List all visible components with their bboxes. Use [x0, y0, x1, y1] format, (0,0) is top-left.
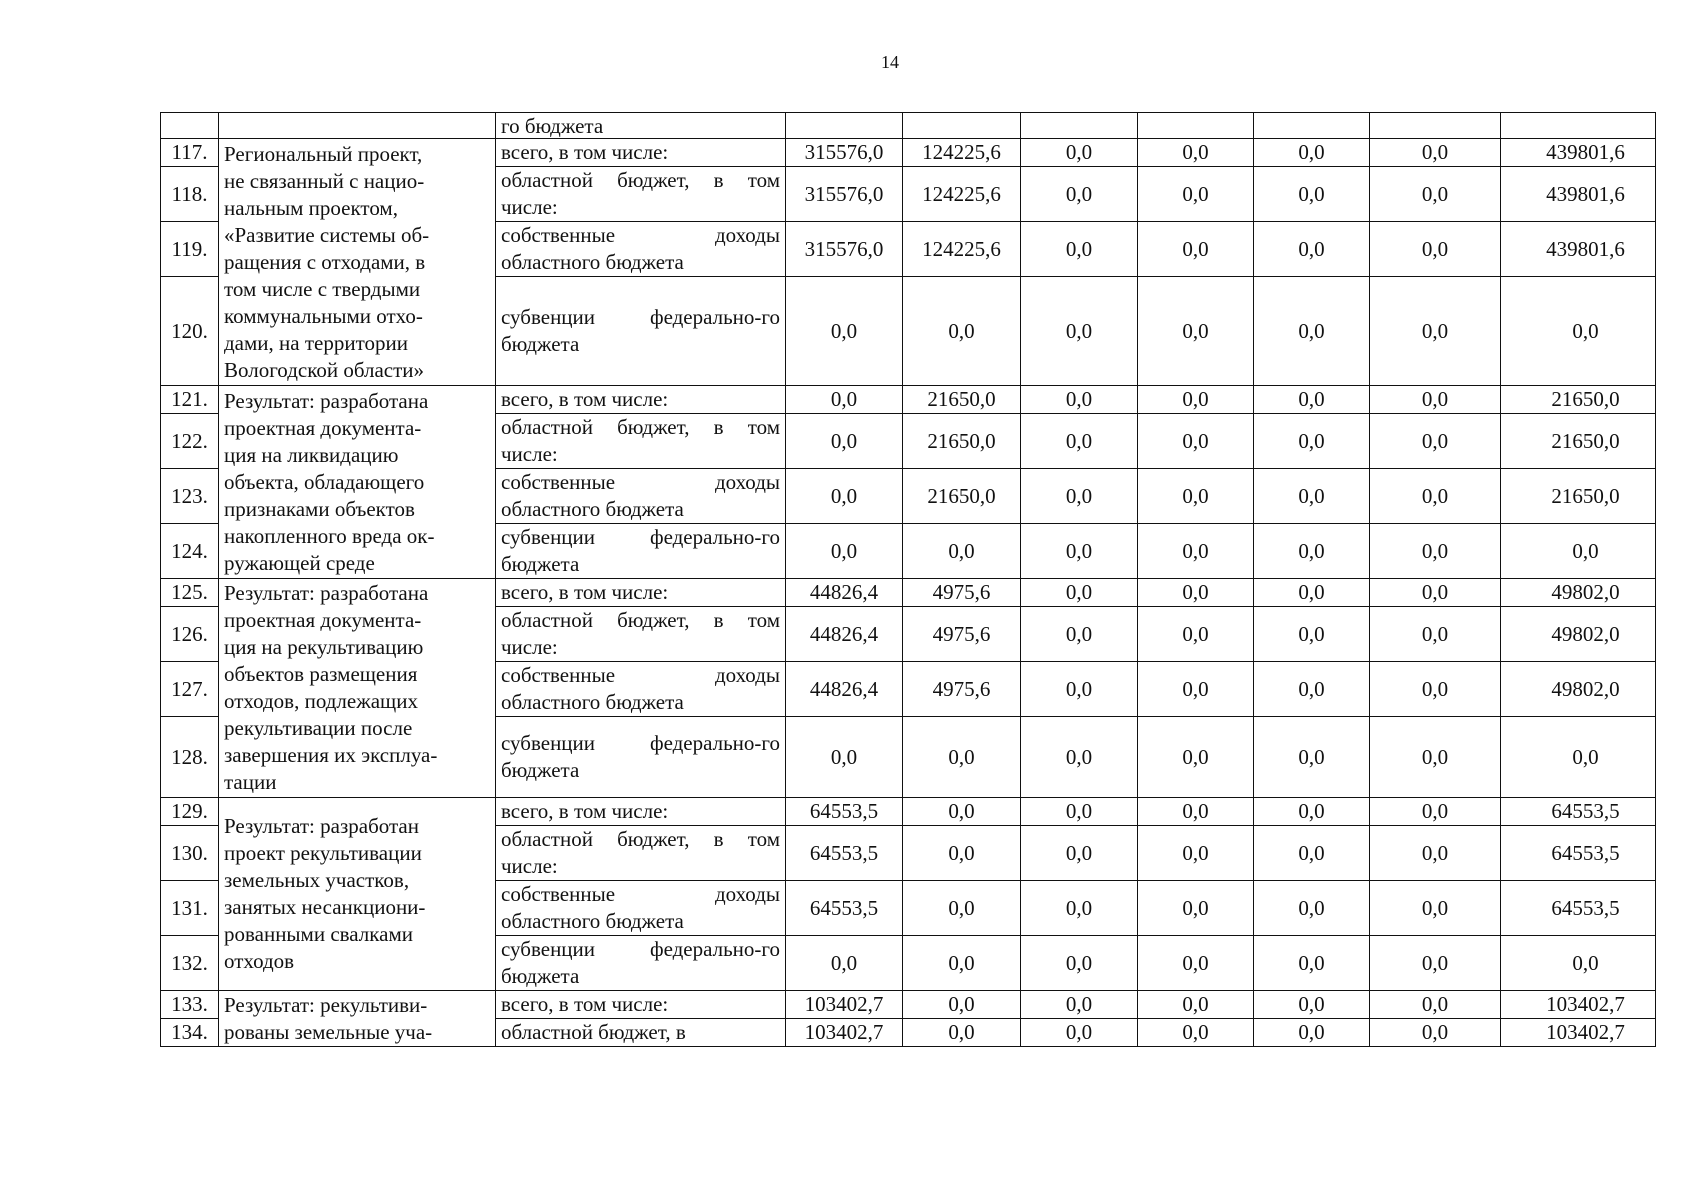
funding-source-cell: всего, в том числе: [496, 139, 786, 167]
value-cell: 0,0 [786, 717, 903, 798]
row-number-cell: 125. [161, 579, 219, 607]
value-cell: 0,0 [1254, 167, 1370, 222]
value-cell: 0,0 [1021, 277, 1138, 386]
value-cell: 103402,7 [786, 991, 903, 1019]
value-cell: 0,0 [1021, 662, 1138, 717]
value-cell: 0,0 [1370, 798, 1501, 826]
value-cell: 0,0 [903, 881, 1021, 936]
row-number-cell: 132. [161, 936, 219, 991]
value-cell: 0,0 [1021, 798, 1138, 826]
funding-source-cell: собственные доходы областного бюджета [496, 662, 786, 717]
value-cell: 0,0 [1254, 607, 1370, 662]
activity-name-line: ращения с отходами, в [224, 249, 426, 274]
value-cell: 0,0 [1138, 881, 1254, 936]
value-cell: 0,0 [1254, 139, 1370, 167]
page-number: 14 [881, 52, 899, 72]
value-cell: 0,0 [1138, 222, 1254, 277]
activity-name-line: ция на рекультивацию [224, 635, 424, 659]
value-cell [1021, 113, 1138, 139]
value-cell: 64553,5 [786, 881, 903, 936]
value-cell: 0,0 [1370, 826, 1501, 881]
table-row [161, 798, 1656, 826]
row-number-cell [161, 113, 219, 139]
value-cell: 0,0 [1021, 414, 1138, 469]
value-cell: 0,0 [1370, 1019, 1501, 1047]
value-cell: 0,0 [903, 277, 1021, 386]
activity-name-line: рекультивации после [224, 716, 413, 740]
activity-name-line: Результат: разработана [224, 388, 429, 413]
funding-source-cell: субвенции федерально-го бюджета [496, 717, 786, 798]
activity-name-line: занятых несанкциони- [224, 895, 426, 919]
activity-name-line: объектов размещения [224, 662, 418, 686]
funding-source-cell: го бюджета [496, 113, 786, 139]
value-cell: 0,0 [1370, 469, 1501, 524]
value-cell: 0,0 [1138, 579, 1254, 607]
value-cell: 0,0 [1138, 826, 1254, 881]
total-value-cell: 103402,7 [1501, 991, 1656, 1019]
value-cell [1370, 113, 1501, 139]
row-number-cell: 121. [161, 386, 219, 414]
value-cell: 0,0 [1370, 579, 1501, 607]
activity-name-cell [219, 386, 496, 579]
value-cell: 0,0 [1138, 139, 1254, 167]
budget-table [160, 112, 1656, 1047]
activity-name-line: Региональный проект, [224, 141, 423, 166]
value-cell: 0,0 [1138, 414, 1254, 469]
value-cell: 0,0 [786, 936, 903, 991]
value-cell: 4975,6 [903, 662, 1021, 717]
row-number-cell: 119. [161, 222, 219, 277]
value-cell: 0,0 [903, 1019, 1021, 1047]
value-cell [1138, 113, 1254, 139]
activity-name-line: объекта, обладающего [224, 469, 425, 494]
value-cell: 0,0 [1254, 579, 1370, 607]
value-cell: 0,0 [1370, 936, 1501, 991]
activity-name-line: проектная документа- [224, 415, 422, 440]
value-cell: 0,0 [1254, 414, 1370, 469]
value-cell: 0,0 [1254, 277, 1370, 386]
value-cell [1254, 113, 1370, 139]
value-cell: 0,0 [1138, 386, 1254, 414]
value-cell: 0,0 [1370, 524, 1501, 579]
value-cell: 315576,0 [786, 222, 903, 277]
funding-source-cell: всего, в том числе: [496, 579, 786, 607]
activity-name-line: нальным проектом, [224, 195, 398, 220]
value-cell: 0,0 [1370, 414, 1501, 469]
value-cell: 0,0 [1370, 881, 1501, 936]
funding-source-cell: областной бюджет, в [496, 1019, 786, 1047]
total-value-cell: 64553,5 [1501, 881, 1656, 936]
funding-source-cell: собственные доходы областного бюджета [496, 881, 786, 936]
total-value-cell: 0,0 [1501, 277, 1656, 386]
total-value-cell: 21650,0 [1501, 414, 1656, 469]
value-cell: 103402,7 [786, 1019, 903, 1047]
total-value-cell: 49802,0 [1501, 607, 1656, 662]
value-cell: 0,0 [1021, 167, 1138, 222]
funding-source-cell: субвенции федерально-го бюджета [496, 524, 786, 579]
value-cell: 0,0 [903, 717, 1021, 798]
value-cell: 0,0 [1254, 991, 1370, 1019]
activity-name-line: не связанный с нацио- [224, 168, 425, 193]
funding-source-cell: всего, в том числе: [496, 386, 786, 414]
row-number-cell: 133. [161, 991, 219, 1019]
value-cell: 0,0 [1138, 991, 1254, 1019]
value-cell: 0,0 [1138, 167, 1254, 222]
total-value-cell: 0,0 [1501, 717, 1656, 798]
value-cell: 0,0 [903, 826, 1021, 881]
value-cell: 124225,6 [903, 222, 1021, 277]
value-cell: 0,0 [1138, 1019, 1254, 1047]
activity-name-line: «Развитие системы об- [224, 222, 430, 247]
value-cell: 0,0 [1021, 717, 1138, 798]
value-cell: 0,0 [1021, 139, 1138, 167]
activity-name-line: Вологодской области» [224, 357, 425, 382]
value-cell: 21650,0 [903, 414, 1021, 469]
activity-name-line: том числе с твердыми [224, 276, 421, 301]
value-cell: 0,0 [1021, 1019, 1138, 1047]
table-row [161, 386, 1656, 414]
row-number-cell: 122. [161, 414, 219, 469]
activity-name-line: отходов, подлежащих [224, 689, 418, 713]
activity-name-line: ция на ликвидацию [224, 442, 399, 467]
activity-name-line: отходов [224, 949, 295, 973]
value-cell: 0,0 [1138, 798, 1254, 826]
activity-name-line: рованными свалками [224, 922, 413, 946]
total-value-cell: 439801,6 [1501, 222, 1656, 277]
value-cell: 0,0 [1254, 524, 1370, 579]
activity-name-cell [219, 798, 496, 991]
funding-source-cell: областной бюджет, в том числе: [496, 167, 786, 222]
value-cell: 0,0 [1370, 139, 1501, 167]
total-value-cell: 439801,6 [1501, 139, 1656, 167]
total-value-cell: 49802,0 [1501, 662, 1656, 717]
activity-name-line: проект рекультивации [224, 841, 422, 865]
value-cell: 0,0 [1370, 717, 1501, 798]
value-cell: 0,0 [1370, 386, 1501, 414]
value-cell: 0,0 [1254, 1019, 1370, 1047]
value-cell: 44826,4 [786, 662, 903, 717]
row-number-cell: 129. [161, 798, 219, 826]
funding-source-cell: собственные доходы областного бюджета [496, 222, 786, 277]
total-value-cell: 64553,5 [1501, 798, 1656, 826]
value-cell: 0,0 [1254, 717, 1370, 798]
value-cell: 0,0 [1370, 277, 1501, 386]
table-row [161, 139, 1656, 167]
total-value-cell: 103402,7 [1501, 1019, 1656, 1047]
value-cell: 0,0 [1370, 222, 1501, 277]
value-cell: 0,0 [1370, 662, 1501, 717]
value-cell: 0,0 [903, 936, 1021, 991]
activity-name-line: завершения их эксплуа- [224, 743, 438, 767]
value-cell: 315576,0 [786, 167, 903, 222]
total-value-cell: 21650,0 [1501, 469, 1656, 524]
value-cell: 0,0 [786, 386, 903, 414]
value-cell: 0,0 [1021, 386, 1138, 414]
value-cell: 0,0 [786, 469, 903, 524]
value-cell: 0,0 [1138, 662, 1254, 717]
value-cell: 0,0 [1254, 826, 1370, 881]
value-cell: 0,0 [1138, 717, 1254, 798]
value-cell: 0,0 [903, 991, 1021, 1019]
activity-name-line: земельных участков, [224, 868, 410, 892]
activity-name-line: Результат: разработан [224, 814, 419, 838]
activity-name-line: дами, на территории [224, 330, 408, 355]
value-cell [1501, 113, 1656, 139]
activity-name-line: признаками объектов [224, 496, 415, 521]
value-cell: 0,0 [1021, 607, 1138, 662]
value-cell: 0,0 [1021, 222, 1138, 277]
total-value-cell: 0,0 [1501, 524, 1656, 579]
value-cell: 0,0 [786, 277, 903, 386]
value-cell: 0,0 [1138, 936, 1254, 991]
row-number-cell: 131. [161, 881, 219, 936]
activity-name-cell [219, 113, 496, 139]
total-value-cell: 64553,5 [1501, 826, 1656, 881]
activity-name-line: накопленного вреда ок- [224, 523, 435, 548]
value-cell: 0,0 [1254, 222, 1370, 277]
activity-name-cell [219, 991, 496, 1047]
value-cell: 64553,5 [786, 826, 903, 881]
value-cell: 21650,0 [903, 386, 1021, 414]
activity-name-line: ружающей среде [224, 550, 375, 575]
value-cell: 21650,0 [903, 469, 1021, 524]
value-cell: 0,0 [1138, 469, 1254, 524]
row-number-cell: 127. [161, 662, 219, 717]
value-cell: 0,0 [1138, 524, 1254, 579]
activity-name-line: Результат: разработана [224, 581, 429, 605]
value-cell: 0,0 [786, 414, 903, 469]
funding-source-cell: всего, в том числе: [496, 798, 786, 826]
value-cell: 0,0 [1254, 469, 1370, 524]
row-number-cell: 117. [161, 139, 219, 167]
funding-source-cell: областной бюджет, в том числе: [496, 826, 786, 881]
activity-name-line: Результат: рекультиви- [224, 992, 428, 1017]
row-number-cell: 130. [161, 826, 219, 881]
value-cell: 0,0 [1370, 607, 1501, 662]
value-cell: 0,0 [1021, 991, 1138, 1019]
value-cell: 0,0 [1254, 798, 1370, 826]
value-cell [903, 113, 1021, 139]
funding-source-cell: собственные доходы областного бюджета [496, 469, 786, 524]
value-cell: 124225,6 [903, 167, 1021, 222]
value-cell: 0,0 [1021, 469, 1138, 524]
value-cell: 0,0 [1254, 936, 1370, 991]
value-cell: 0,0 [1370, 167, 1501, 222]
activity-name-line: коммунальными отхо- [224, 303, 423, 328]
row-number-cell: 128. [161, 717, 219, 798]
value-cell: 124225,6 [903, 139, 1021, 167]
value-cell: 0,0 [786, 524, 903, 579]
funding-source-cell: всего, в том числе: [496, 991, 786, 1019]
table-row [161, 113, 1656, 139]
total-value-cell: 439801,6 [1501, 167, 1656, 222]
funding-source-cell: областной бюджет, в том числе: [496, 414, 786, 469]
value-cell: 0,0 [1370, 991, 1501, 1019]
table-row [161, 991, 1656, 1019]
activity-name-cell [219, 579, 496, 798]
activity-name-line: проектная документа- [224, 608, 422, 632]
total-value-cell: 49802,0 [1501, 579, 1656, 607]
value-cell: 4975,6 [903, 607, 1021, 662]
value-cell: 0,0 [1021, 936, 1138, 991]
funding-source-cell: субвенции федерально-го бюджета [496, 936, 786, 991]
table-body [161, 113, 1656, 1047]
value-cell: 64553,5 [786, 798, 903, 826]
value-cell: 0,0 [1021, 579, 1138, 607]
activity-name-line: рованы земельные уча- [224, 1019, 433, 1044]
row-number-cell: 120. [161, 277, 219, 386]
value-cell: 0,0 [1254, 881, 1370, 936]
value-cell: 0,0 [1254, 662, 1370, 717]
row-number-cell: 118. [161, 167, 219, 222]
row-number-cell: 124. [161, 524, 219, 579]
value-cell: 0,0 [1021, 826, 1138, 881]
value-cell: 44826,4 [786, 607, 903, 662]
value-cell: 315576,0 [786, 139, 903, 167]
funding-source-cell: субвенции федерально-го бюджета [496, 277, 786, 386]
total-value-cell: 0,0 [1501, 936, 1656, 991]
value-cell: 4975,6 [903, 579, 1021, 607]
row-number-cell: 123. [161, 469, 219, 524]
value-cell: 0,0 [903, 798, 1021, 826]
activity-name-cell [219, 139, 496, 386]
row-number-cell: 126. [161, 607, 219, 662]
value-cell: 0,0 [903, 524, 1021, 579]
row-number-cell: 134. [161, 1019, 219, 1047]
table-row [161, 579, 1656, 607]
funding-source-cell: областной бюджет, в том числе: [496, 607, 786, 662]
value-cell [786, 113, 903, 139]
activity-name-line: тации [224, 770, 277, 794]
value-cell: 0,0 [1021, 524, 1138, 579]
value-cell: 0,0 [1021, 881, 1138, 936]
value-cell: 0,0 [1254, 386, 1370, 414]
total-value-cell: 21650,0 [1501, 386, 1656, 414]
value-cell: 44826,4 [786, 579, 903, 607]
value-cell: 0,0 [1138, 277, 1254, 386]
value-cell: 0,0 [1138, 607, 1254, 662]
